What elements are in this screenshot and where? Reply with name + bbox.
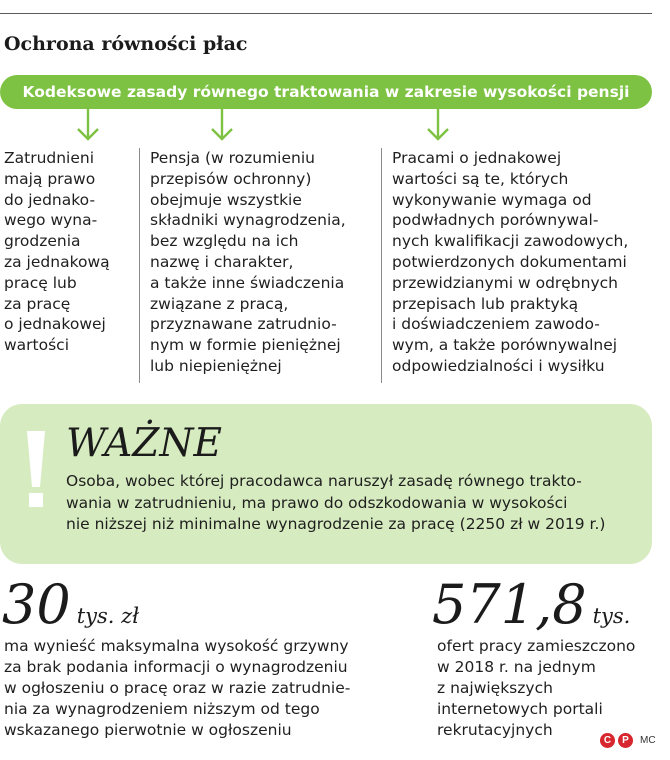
principle-equal-pay (4, 148, 110, 356)
text-line: za jednakową (4, 252, 110, 271)
infographic-title: Ochrona równości płac (4, 33, 248, 55)
column-divider (381, 148, 382, 383)
arrow-down-icon (209, 108, 235, 142)
text-line: a także inne świadczenia (150, 273, 345, 292)
text-line: nym w formie pieniężnej (150, 336, 341, 355)
text-line: grodzenia (4, 232, 81, 251)
text-line: wskazanego pierwotnie w ogłoszeniu (4, 721, 292, 739)
text-line: nia za wynagrodzeniem niższym od tego (4, 700, 320, 718)
author-initials: MC (640, 734, 656, 746)
text-line: bez względu na ich (150, 232, 299, 251)
text-line: składniki wynagrodzenia, (150, 211, 346, 230)
text-line: wykonywanie wymaga od (392, 190, 592, 209)
text-line: pracę lub (4, 273, 77, 292)
stat-unit: tys. zł (76, 604, 140, 628)
stat-number: 30 (2, 573, 71, 636)
text-line: za brak podania informacji o wynagrodzeniu (4, 658, 348, 676)
credit (600, 731, 656, 749)
text-line: ofert pracy zamieszczono (437, 637, 636, 655)
text-line: obejmuje wszystkie (150, 190, 302, 209)
text-line: w 2018 r. na jednym (437, 658, 596, 676)
stat-number: 571,8 (432, 573, 587, 636)
publisher-badge: P (618, 733, 633, 748)
exclamation-icon (26, 431, 46, 511)
job-offers-stat-description (437, 636, 635, 741)
top-rule (0, 13, 652, 14)
job-offers-stat (432, 573, 631, 636)
text-line: Pracami o jednakowej (392, 149, 562, 167)
text-line: o jednakowej (4, 315, 106, 334)
text-line: przyznawane zatrudnio- (150, 315, 337, 334)
text-line: lub niepieniężnej (150, 356, 282, 375)
column-divider (139, 148, 140, 383)
arrow-down-icon (425, 108, 451, 142)
text-line: przewidzianymi w odrębnych (392, 273, 618, 292)
text-line: Zatrudnieni (4, 149, 95, 167)
text-line: do jednako- (4, 190, 96, 209)
text-line: z największych (437, 679, 553, 697)
principle-equal-value-work (392, 148, 628, 377)
principles-banner: Kodeksowe zasady równego traktowania w zakresie wysokości pensji (0, 75, 652, 109)
text-line: podwładnych porównywal- (392, 211, 599, 230)
text-line: wartości są te, których (392, 169, 569, 188)
important-title: WAŻNE (66, 421, 222, 466)
text-line: potwierdzonych dokumentami (392, 252, 627, 271)
important-text (66, 471, 605, 536)
text-line: nych kwalifikacji zawodowych, (392, 232, 629, 251)
text-line: i doświadczeniem zawodo- (392, 315, 600, 334)
principle-pay-definition (150, 148, 346, 377)
text-line: rekrutacyjnych (437, 721, 553, 739)
text-line: przepisów ochronny) (150, 169, 312, 188)
text-line: związane z pracą, (150, 294, 289, 313)
text-line: przepisach lub praktyką (392, 294, 579, 313)
text-line: Pensja (w rozumieniu (150, 149, 315, 167)
text-line: za pracę (4, 294, 71, 313)
copyright-badge: C (600, 733, 615, 748)
text-line: nazwę i charakter, (150, 252, 294, 271)
text-line: odpowiedzialności i wysiłku (392, 356, 605, 375)
text-line: Osoba, wobec której pracodawca naruszył zasadę równego trakto- (66, 472, 582, 490)
text-line: wania w zatrudnieniu, ma prawo do odszkodowania w wysokości (66, 493, 568, 512)
text-line: wego wyna- (4, 211, 98, 230)
text-line: ma wynieść maksymalna wysokość grzywny (4, 637, 349, 655)
fine-stat-description (4, 636, 350, 741)
text-line: w ogłoszeniu o pracę oraz w razie zatrudnie- (4, 679, 351, 697)
stat-unit: tys. (592, 604, 631, 628)
arrow-down-icon (75, 108, 101, 142)
text-line: wartości (4, 336, 70, 355)
text-line: nie niższej niż minimalne wynagrodzenie za pracę (2250 zł w 2019 r.) (66, 515, 606, 533)
text-line: internetowych portali (437, 700, 603, 718)
text-line: wym, a także porównywalnej (392, 336, 618, 355)
text-line: mają prawo (4, 169, 96, 188)
fine-stat (2, 573, 140, 636)
